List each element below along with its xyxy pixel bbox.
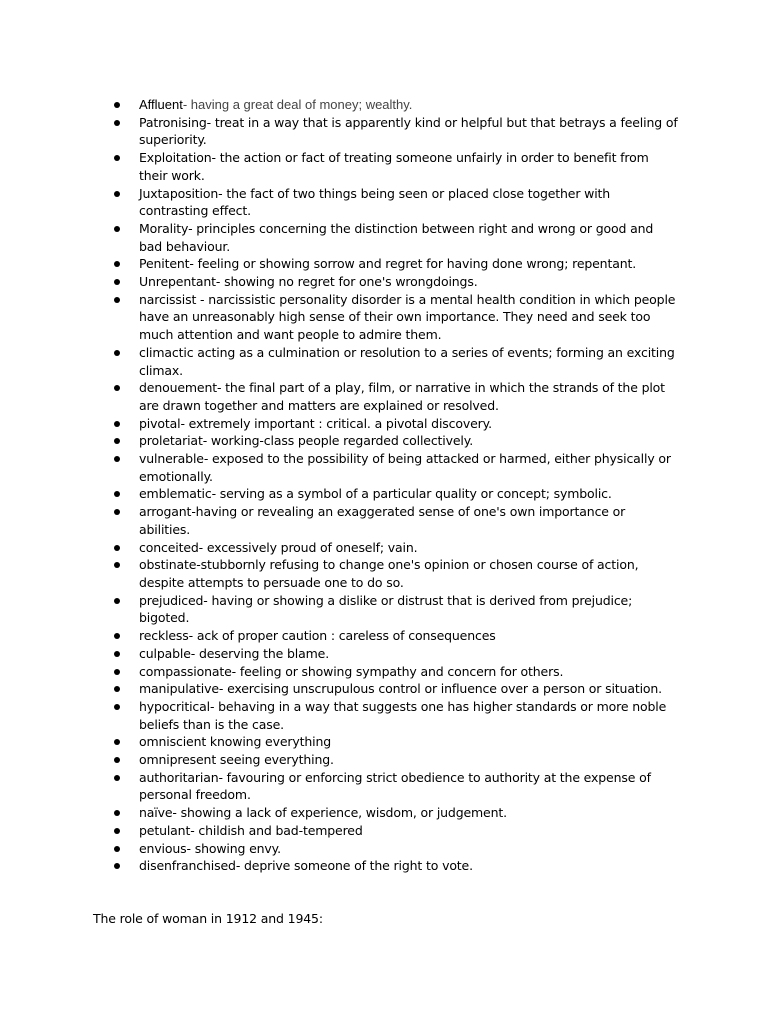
glossary-term: compassionate [139,663,232,679]
glossary-term: Penitent [139,256,190,272]
glossary-definition: - feeling or showing sympathy and concern for others. [231,663,564,679]
glossary-item [0,96,679,114]
glossary-definition: - showing a lack of experience, wisdom, or judgement. [172,805,507,821]
glossary-term: disenfranchised [139,858,236,874]
glossary-term: narcissist [139,291,197,307]
glossary-term: Unrepentant [139,274,216,290]
glossary-item [0,291,679,344]
glossary-definition: - childish and bad-tempered [190,822,363,838]
bullet-icon [114,669,120,675]
bullet-icon [114,421,120,427]
bullet-icon [114,651,120,657]
glossary-term: petulant [139,822,191,838]
glossary-definition: - principles concerning the distinction between right and wrong or good and bad behaviour. [139,220,654,254]
glossary-term: omnipresent [139,752,217,768]
glossary-term: authoritarian [139,769,219,785]
glossary-item [0,344,679,379]
bullet-icon [114,739,120,745]
glossary-term: emblematic [139,486,212,502]
bullet-icon [114,863,120,869]
glossary-definition: - showing no regret for one's wrongdoings. [215,274,478,290]
bullet-icon [114,686,120,692]
glossary-term: naïve [139,805,173,821]
bullet-icon [114,757,120,763]
glossary-definition: knowing everything [206,734,332,750]
glossary-item [0,114,679,149]
glossary-item [0,822,679,840]
bullet-icon [114,775,120,781]
glossary-list [0,96,768,875]
glossary-item [0,415,679,433]
glossary-definition: - behaving in a way that suggests one has higher standards or more noble beliefs than is the case. [139,698,667,732]
glossary-item [0,149,679,184]
glossary-definition: - the final part of a play, film, or narrative in which the strands of the plot are drawn together and matters are explained or resolved. [139,380,665,413]
glossary-definition: - feeling or showing sorrow and regret for having done wrong; repentant. [189,256,637,272]
glossary-definition: - treat in a way that is apparently kind or helpful but that betrays a feeling of superiority. [139,114,678,148]
glossary-item [0,769,679,804]
bullet-icon [114,545,120,551]
bullet-icon [114,438,120,444]
glossary-term: reckless [139,628,189,644]
glossary-definition: -having or revealing an exaggerated sense of one's own importance or abilities. [139,504,626,537]
glossary-definition: - working-class people regarded collectively. [202,433,474,449]
glossary-item [0,273,679,291]
glossary-item [0,804,679,822]
glossary-term: vulnerable [139,451,204,467]
bullet-icon [114,191,120,197]
glossary-definition: - favouring or enforcing strict obedience to authority at the expense of personal freedom. [139,769,651,803]
glossary-definition: - ack of proper caution : careless of consequences [188,628,496,644]
glossary-definition: - deserving the blame. [190,645,330,661]
glossary-definition: seeing everything. [216,752,334,768]
glossary-definition: - exposed to the possibility of being attacked or harmed, either physically or emotionally. [139,451,671,484]
bullet-icon [114,491,120,497]
bullet-icon [114,279,120,285]
glossary-term: prejudiced [139,592,204,608]
glossary-item [0,185,679,220]
glossary-definition: - narcissistic personality disorder is a mental health condition in which people have an unreasonably high sense of their own importance. They need and seek too much attention and want people to admire them. [139,291,676,343]
glossary-item [0,698,679,733]
glossary-item [0,751,679,769]
glossary-item [0,503,679,538]
bullet-icon [114,598,120,604]
bullet-icon [114,120,120,126]
bullet-icon [114,810,120,816]
glossary-definition: acting as a culmination or resolution to a series of events; forming an exciting climax. [139,344,675,378]
bullet-icon [114,509,120,515]
bullet-icon [114,828,120,834]
bullet-icon [114,297,120,303]
glossary-definition: - serving as a symbol of a particular quality or concept; symbolic. [211,486,612,502]
glossary-definition: - showing envy. [186,840,281,856]
glossary-item [0,255,679,273]
bullet-icon [114,102,120,108]
bullet-icon [114,350,120,356]
glossary-item [0,220,679,255]
glossary-term: Juxtaposition [139,185,219,201]
glossary-definition: - the fact of two things being seen or placed close together with contrasting effect. [139,185,611,219]
glossary-term: envious [139,840,187,856]
glossary-term: arrogant [139,504,192,520]
glossary-item [0,680,679,698]
glossary-item [0,485,679,503]
glossary-definition: - excessively proud of oneself; vain. [198,539,418,555]
glossary-item [0,627,679,645]
bullet-icon [114,562,120,568]
glossary-item [0,663,679,681]
glossary-item [0,379,679,414]
glossary-item [0,733,679,751]
glossary-term: climactic [139,344,194,360]
glossary-item [0,645,679,663]
bullet-icon [114,633,120,639]
glossary-item [0,840,679,858]
glossary-item [0,432,679,450]
glossary-item [0,556,679,591]
glossary-term: Exploitation [139,150,212,166]
section-heading: The role of woman in 1912 and 1945: [93,911,323,926]
bullet-icon [114,155,120,161]
glossary-term: hypocritical [139,698,210,714]
glossary-item [0,539,679,557]
glossary-definition: - deprive someone of the right to vote. [235,858,473,874]
glossary-term: denouement [139,380,217,396]
glossary-term: conceited [139,539,199,555]
glossary-definition: - having or showing a dislike or distrust that is derived from prejudice; bigoted. [139,592,633,626]
bullet-icon [114,456,120,462]
bullet-icon [114,846,120,852]
glossary-item [0,450,679,485]
glossary-term: culpable [139,645,191,661]
glossary-definition: -stubbornly refusing to change one's opinion or chosen course of action, despite attempts to persuade one to do so. [139,557,639,590]
glossary-term: obstinate [139,557,197,573]
glossary-term: pivotal [139,415,181,431]
glossary-item [0,592,679,627]
glossary-term: Affluent [139,97,183,112]
glossary-definition: - having a great deal of money; wealthy. [182,97,413,112]
glossary-term: Patronising [139,114,207,130]
bullet-icon [114,226,120,232]
bullet-icon [114,261,120,267]
bullet-icon [114,704,120,710]
bullet-icon [114,385,120,391]
glossary-definition: - exercising unscrupulous control or influence over a person or situation. [218,681,663,697]
glossary-term: omniscient [139,734,207,750]
glossary-term: proletariat [139,433,203,449]
glossary-term: manipulative [139,681,219,697]
glossary-definition: - the action or fact of treating someone unfairly in order to benefit from their work. [139,150,649,183]
glossary-item [0,857,679,875]
glossary-term: Morality [139,220,189,236]
glossary-definition: - extremely important : critical. a pivotal discovery. [180,415,492,431]
